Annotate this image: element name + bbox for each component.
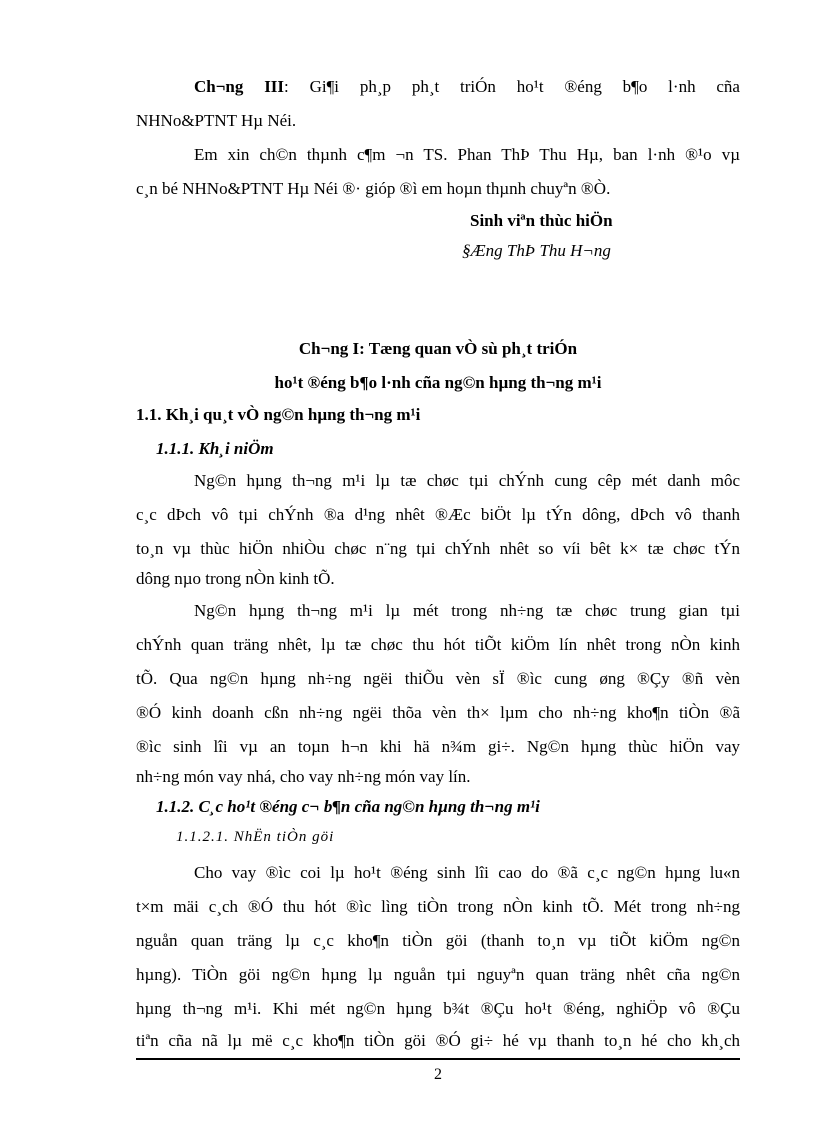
intro-line-1: [136, 76, 740, 98]
para3-line: t×m mäi c¸ch ®Ó thu hót ®ìc lìng tiÒn trong nÒn kinh tÕ. Mét trong nh÷ng: [136, 897, 740, 916]
chapter3-rest: : Gi¶i ph¸p ph¸t triÓn ho¹t ®éng b¶o l·nh cña: [284, 77, 740, 96]
para3-line: hµng). TiÒn göi ng©n hµng lµ nguån tµi nguyªn quan träng nhêt cña ng©n: [136, 965, 740, 984]
section-heading-1-1-2: 1.1.2. C¸c ho¹t ®éng c¬ b¶n cña ng©n hµng th¬ng m¹i: [156, 797, 540, 816]
para2-line: Ng©n hµng th¬ng m¹i lµ mét trong nh÷ng tæ chøc trung gian tµi: [194, 601, 740, 620]
para3-line: Cho vay ®ìc coi lµ ho¹t ®éng sinh lîi cao do ®ã c¸c ng©n hµng lu«n: [194, 863, 740, 882]
signature-name: §Æng ThÞ Thu H¬ng: [462, 241, 611, 260]
para2-line: ®ìc sinh lîi vµ an toµn h¬n khi hä n¾m gi÷. Ng©n hµng thùc hiÖn vay: [136, 737, 740, 756]
signature-title: Sinh viªn thùc hiÖn: [470, 211, 613, 230]
para3-line: nguån quan träng lµ c¸c kho¶n tiÒn göi (thanh to¸n vµ tiÕt kiÖm ng©n: [136, 931, 740, 950]
para3-line: hµng th¬ng m¹i. Khi mét ng©n hµng b¾t ®Çu ho¹t ®éng, nghiÖp vô ®Çu: [136, 999, 740, 1018]
intro-line-2: NHNo&PTNT Hµ Néi.: [136, 111, 297, 130]
para2-line: tÕ. Qua ng©n hµng nh÷ng ngëi thiÕu vèn sÏ ®ìc cung øng ®Çy ®ñ vèn: [136, 669, 740, 688]
chapter3-label: Ch¬ng III: [194, 77, 285, 96]
para1-line: c¸c dÞch vô tµi chÝnh ®a d¹ng nhêt ®Æc biÖt lµ tÝn dông, dÞch vô thanh: [136, 505, 740, 524]
chapter1-title-line-2: ho¹t ®éng b¶o l·nh cña ng©n hµng th¬ng m¹i: [274, 373, 602, 392]
para2-line: ®Ó kinh doanh cßn nh÷ng ngëi thõa vèn th× lµm cho nh÷ng kho¶n tiÒn ®ã: [136, 703, 740, 722]
para1-line: to¸n vµ thùc hiÖn nhiÒu chøc n¨ng tµi chÝnh nhêt so víi bêt k× tæ chøc tÝn: [136, 539, 740, 558]
para1-line: dông nµo trong nÒn kinh tÕ.: [136, 569, 335, 588]
thanks-line-1: Em xin ch©n thµnh c¶m ¬n TS. Phan ThÞ Thu Hµ, ban l·nh ®¹o vµ: [194, 145, 740, 164]
para2-line: chÝnh quan träng nhêt, lµ tæ chøc thu hót tiÕt kiÖm lín nhêt trong nÒn kinh: [136, 635, 740, 654]
para1-line: Ng©n hµng th¬ng m¹i lµ tæ chøc tµi chÝnh cung cêp mét danh môc: [194, 471, 740, 490]
thanks-line-2: c¸n bé NHNo&PTNT Hµ Néi ®· gióp ®ì em hoµn thµnh chuyªn ®Ò.: [136, 179, 611, 198]
section-heading-1-1: 1.1. Kh¸i qu¸t vÒ ng©n hµng th¬ng m¹i: [136, 405, 421, 424]
footer-rule: [136, 1058, 740, 1060]
section-heading-1-1-1: 1.1.1. Kh¸i niÖm: [156, 439, 274, 458]
chapter1-title-line-1: Ch¬ng I: Tæng quan vÒ sù ph¸t triÓn: [298, 339, 578, 358]
para2-line: nh÷ng món vay nhá, cho vay nh÷ng món vay lín.: [136, 767, 471, 786]
section-heading-1-1-2-1: 1.1.2.1. NhËn tiÒn göi: [176, 829, 335, 845]
page-number: 2: [434, 1066, 442, 1083]
para3-line: tiªn cña nã lµ më c¸c kho¶n tiÒn göi ®Ó gi÷ hé vµ thanh to¸n hé cho kh¸ch: [136, 1031, 740, 1050]
